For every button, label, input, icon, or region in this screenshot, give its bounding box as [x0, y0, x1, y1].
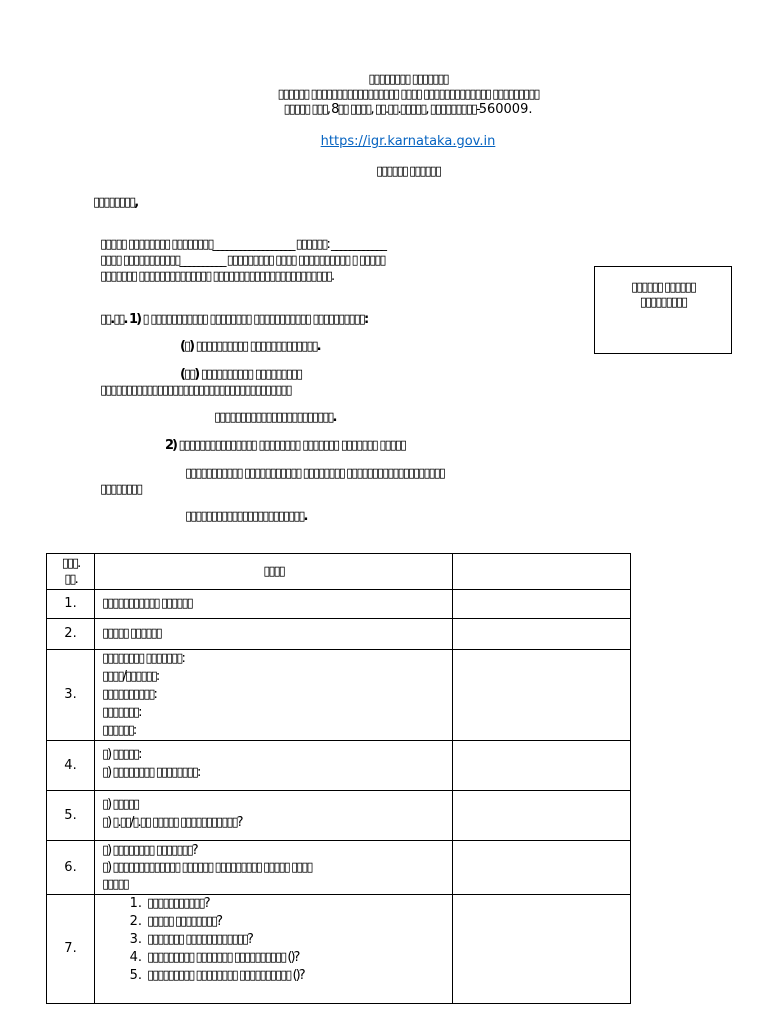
reference-heading: ▯▯.▯▯. 1) ▯ ▯▯▯▯▯▯▯▯▯▯▯ ▯▯▯▯▯▯▯▯ ▯▯▯▯▯▯▯▯▯▯▯ ▯▯▯▯▯▯▯▯▯▯: [100, 312, 368, 327]
table-header-row [47, 554, 631, 590]
list-text: ▯▯▯▯▯▯▯▯▯ ▯▯▯▯▯▯▯ ▯▯▯▯▯▯▯▯▯▯ ()? [147, 950, 299, 965]
govt-title: ▯▯▯▯▯▯▯▯ ▯▯▯▯▯▯▯ [368, 72, 448, 87]
row-description: ▯▯▯▯▯▯▯▯▯▯▯ ▯▯▯▯▯▯ [95, 590, 453, 619]
reference-item-2-body: ▯▯▯▯▯▯▯▯▯▯▯ ▯▯▯▯▯▯▯▯▯▯▯ ▯▯▯▯▯▯▯▯ ▯▯▯▯▯▯▯▯▯▯▯▯▯▯▯▯▯▯▯ [185, 466, 444, 481]
row-value-cell [453, 841, 631, 895]
reference-item-b-end: ▯▯▯▯▯▯▯▯▯▯▯▯▯▯▯▯▯▯▯▯▯▯▯. [214, 410, 336, 425]
document-subject: ▯▯▯▯▯▯ ▯▯▯▯▯▯ [376, 164, 440, 179]
row-line: ▯) ▯▯▯▯▯ [102, 797, 139, 812]
address-pincode: 560009. [478, 102, 533, 117]
row-line: ▯) ▯▯▯▯▯▯▯▯ ▯▯▯▯▯▯▯? [102, 843, 197, 858]
list-text: ▯▯▯▯▯▯▯▯▯ ▯▯▯▯▯▯▯▯ ▯▯▯▯▯▯▯▯▯▯ ()? [147, 968, 304, 983]
header-description: ▯▯▯▯ [95, 554, 453, 590]
intro-paragraph [100, 237, 385, 285]
row-description [95, 791, 453, 841]
header-serial [47, 554, 95, 590]
header-serial-line: ▯▯. [64, 571, 77, 587]
letterhead [48, 72, 768, 117]
list-marker: 1. [129, 896, 142, 911]
table-row [47, 895, 631, 1004]
row-description [95, 650, 453, 741]
office-address [48, 102, 768, 117]
row-line: ▯) ▯.▯▯/▯.▯▯ ▯▯▯▯▯ ▯▯▯▯▯▯▯▯▯▯▯? [102, 815, 242, 830]
reference-item-a: (▯) ▯▯▯▯▯▯▯▯▯▯ ▯▯▯▯▯▯▯▯▯▯▯▯▯. [180, 339, 320, 354]
list-text: ▯▯▯▯▯▯▯ ▯▯▯▯▯▯▯▯▯▯▯▯? [147, 932, 252, 947]
list-text: ▯▯▯▯▯ ▯▯▯▯▯▯▯▯? [147, 914, 222, 929]
photo-box-label: ▯▯▯▯▯▯▯▯▯ [639, 295, 687, 310]
website-line [48, 134, 768, 150]
row-line: ▯▯▯▯▯▯: [102, 723, 136, 738]
list-item [95, 931, 452, 949]
row-line: ▯) ▯▯▯▯▯▯▯▯ ▯▯▯▯▯▯▯▯: [102, 765, 200, 780]
row-value-cell [453, 895, 631, 1004]
row-description: ▯▯▯▯▯ ▯▯▯▯▯▯ [95, 619, 453, 650]
list-marker: 4. [129, 950, 142, 965]
photo-box [594, 266, 732, 354]
row-number: 1. [47, 590, 95, 619]
table-row [47, 619, 631, 650]
table-row [47, 841, 631, 895]
table-row [47, 791, 631, 841]
reference-item-b-cont: ▯▯▯▯▯▯▯▯▯▯▯▯▯▯▯▯▯▯▯▯▯▯▯▯▯▯▯▯▯▯▯▯▯▯▯▯▯ [100, 383, 291, 398]
row-number: 5. [47, 791, 95, 841]
intro-line: ▯▯▯▯▯ ▯▯▯▯▯▯▯▯ ▯▯▯▯▯▯▯▯__________________ ▯▯▯▯▯▯: ____________ [100, 237, 386, 252]
reference-item-2: 2) ▯▯▯▯▯▯▯▯▯▯▯▯▯▯▯ ▯▯▯▯▯▯▯▯ ▯▯▯▯▯▯▯ ▯▯▯▯▯▯▯ ▯▯▯▯▯ [165, 438, 406, 453]
reference-item-2-body-cont: ▯▯▯▯▯▯▯▯ [100, 482, 142, 497]
row-number: 2. [47, 619, 95, 650]
row-line: ▯▯▯▯▯ [102, 877, 128, 892]
details-table [46, 553, 631, 1004]
row-line: ▯▯▯▯/▯▯▯▯▯▯: [102, 669, 159, 684]
list-item [95, 949, 452, 967]
website-link[interactable]: https://igr.karnataka.gov.in [320, 134, 496, 149]
photo-box-label: ▯▯▯▯▯▯ ▯▯▯▯▯▯ [631, 280, 695, 295]
table-row [47, 741, 631, 791]
list-text: ▯▯▯▯▯▯▯▯▯▯▯? [147, 896, 209, 911]
table-row [47, 650, 631, 741]
row-value-cell [453, 791, 631, 841]
row-value-cell [453, 619, 631, 650]
row-number: 6. [47, 841, 95, 895]
row-number: 3. [47, 650, 95, 741]
row-number: 4. [47, 741, 95, 791]
list-marker: 2. [129, 914, 142, 929]
reference-item-b: (▯▯) ▯▯▯▯▯▯▯▯▯▯ ▯▯▯▯▯▯▯▯▯ [180, 367, 302, 382]
intro-line: ▯▯▯▯▯▯▯ ▯▯▯▯▯▯▯▯▯▯▯▯▯▯ ▯▯▯▯▯▯▯▯▯▯▯▯▯▯▯▯▯▯▯▯▯▯▯. [100, 269, 334, 284]
row-number: 7. [47, 895, 95, 1004]
office-name: ▯▯▯▯▯▯ ▯▯▯▯▯▯▯▯▯▯▯▯▯▯▯▯▯ ▯▯▯▯ ▯▯▯▯▯▯▯▯▯▯▯▯▯ ▯▯▯▯▯▯▯▯▯ [277, 87, 539, 102]
list-item [95, 895, 452, 913]
header-value [453, 554, 631, 590]
row-line: ▯▯▯▯▯▯▯▯▯▯: [102, 687, 156, 702]
list-marker: 5. [129, 968, 142, 983]
list-item [95, 913, 452, 931]
table-row [47, 590, 631, 619]
row-description [95, 741, 453, 791]
address-text: ▯▯▯▯▯ ▯▯▯, 8▯▯ ▯▯▯▯, ▯▯.▯▯.▯▯▯▯▯, ▯▯▯▯▯▯▯▯▯- [283, 102, 479, 117]
row-value-cell [453, 741, 631, 791]
row-line: ▯) ▯▯▯▯▯▯▯▯▯▯▯▯▯ ▯▯▯▯▯▯ ▯▯▯▯▯▯▯▯▯ ▯▯▯▯▯ ▯▯▯▯ [102, 860, 312, 875]
salutation: ▯▯▯▯▯▯▯▯, [93, 195, 138, 210]
row-description [95, 895, 453, 1004]
list-marker: 3. [129, 932, 142, 947]
row-line: ▯) ▯▯▯▯▯: [102, 747, 141, 762]
intro-line: ▯▯▯▯ ▯▯▯▯▯▯▯▯▯▯▯__________ ▯▯▯▯▯▯▯▯▯ ▯▯▯▯ ▯▯▯▯▯▯▯▯▯▯ ▯ ▯▯▯▯▯ [100, 253, 385, 268]
row-description [95, 841, 453, 895]
row-value-cell [453, 590, 631, 619]
row-value-cell [453, 650, 631, 741]
row-line: ▯▯▯▯▯▯▯: [102, 705, 141, 720]
reference-item-2-end: ▯▯▯▯▯▯▯▯▯▯▯▯▯▯▯▯▯▯▯▯▯▯▯. [185, 509, 307, 524]
list-item [95, 967, 452, 985]
header-serial-line: ▯▯▯. [61, 555, 80, 571]
row-line: ▯▯▯▯▯▯▯▯ ▯▯▯▯▯▯▯: [102, 651, 184, 666]
